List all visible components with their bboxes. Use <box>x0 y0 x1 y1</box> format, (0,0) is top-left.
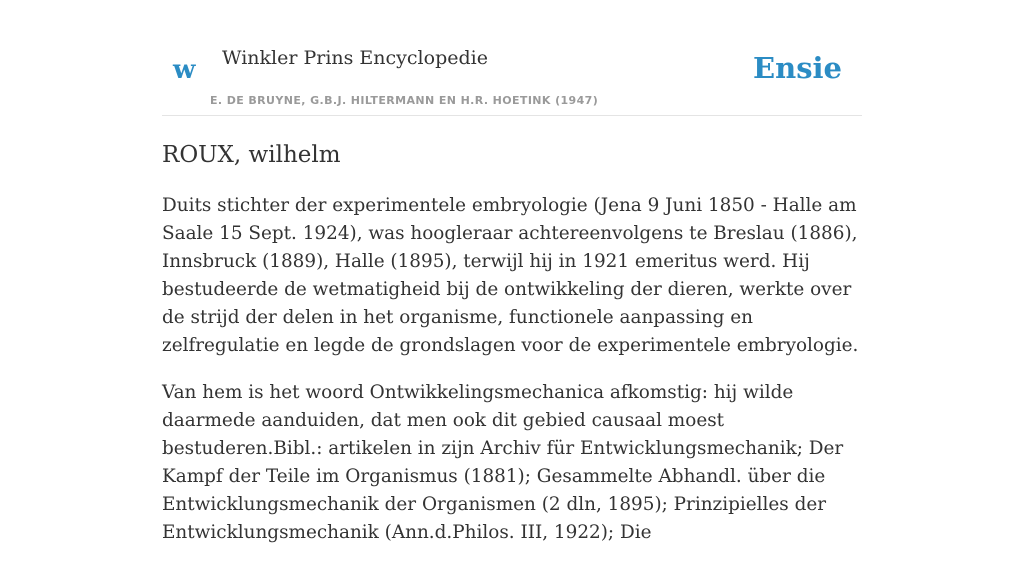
entry-title: ROUX, wilhelm <box>162 142 341 168</box>
publication-logo[interactable]: w <box>173 55 196 85</box>
publication-title[interactable]: Winkler Prins Encyclopedie <box>222 47 488 69</box>
ensie-logo[interactable]: Ensie <box>753 51 842 85</box>
entry-paragraph: Van hem is het woord Ontwikkelingsmechanica afkomstig: hij wilde daarmede aanduiden, dat men ook dit gebied causaal moest bestuderen.Bibl.: artikelen in zijn Archiv für Entwicklungsmechanik; Der Kampf der Teile im Organismus (1881); Gesammelte Abhandl. über die Entwicklungsmechanik der Organismen (2 dln, 1895); Prinzipielles der Entwicklungsmechanik (Ann.d.Philos. III, 1922); Die <box>162 382 844 543</box>
entry-body <box>162 192 864 566</box>
publication-authors: E. DE BRUYNE, G.B.J. HILTERMANN EN H.R. HOETINK (1947) <box>210 94 599 107</box>
entry-paragraph: Duits stichter der experimentele embryologie (Jena 9 Juni 1850 - Halle am Saale 15 Sept. 1924), was hoogleraar achtereenvolgens te Breslau (1886), Innsbruck (1889), Halle (1895), terwijl hij in 1921 emeritus werd. Hij bestudeerde de wetmatigheid bij de ontwikkeling der dieren, werkte over de strijd der delen in het organisme, functionele aanpassing en zelfregulatie en legde de grondslagen voor de experimentele embryologie. <box>162 195 859 356</box>
header <box>162 38 862 116</box>
